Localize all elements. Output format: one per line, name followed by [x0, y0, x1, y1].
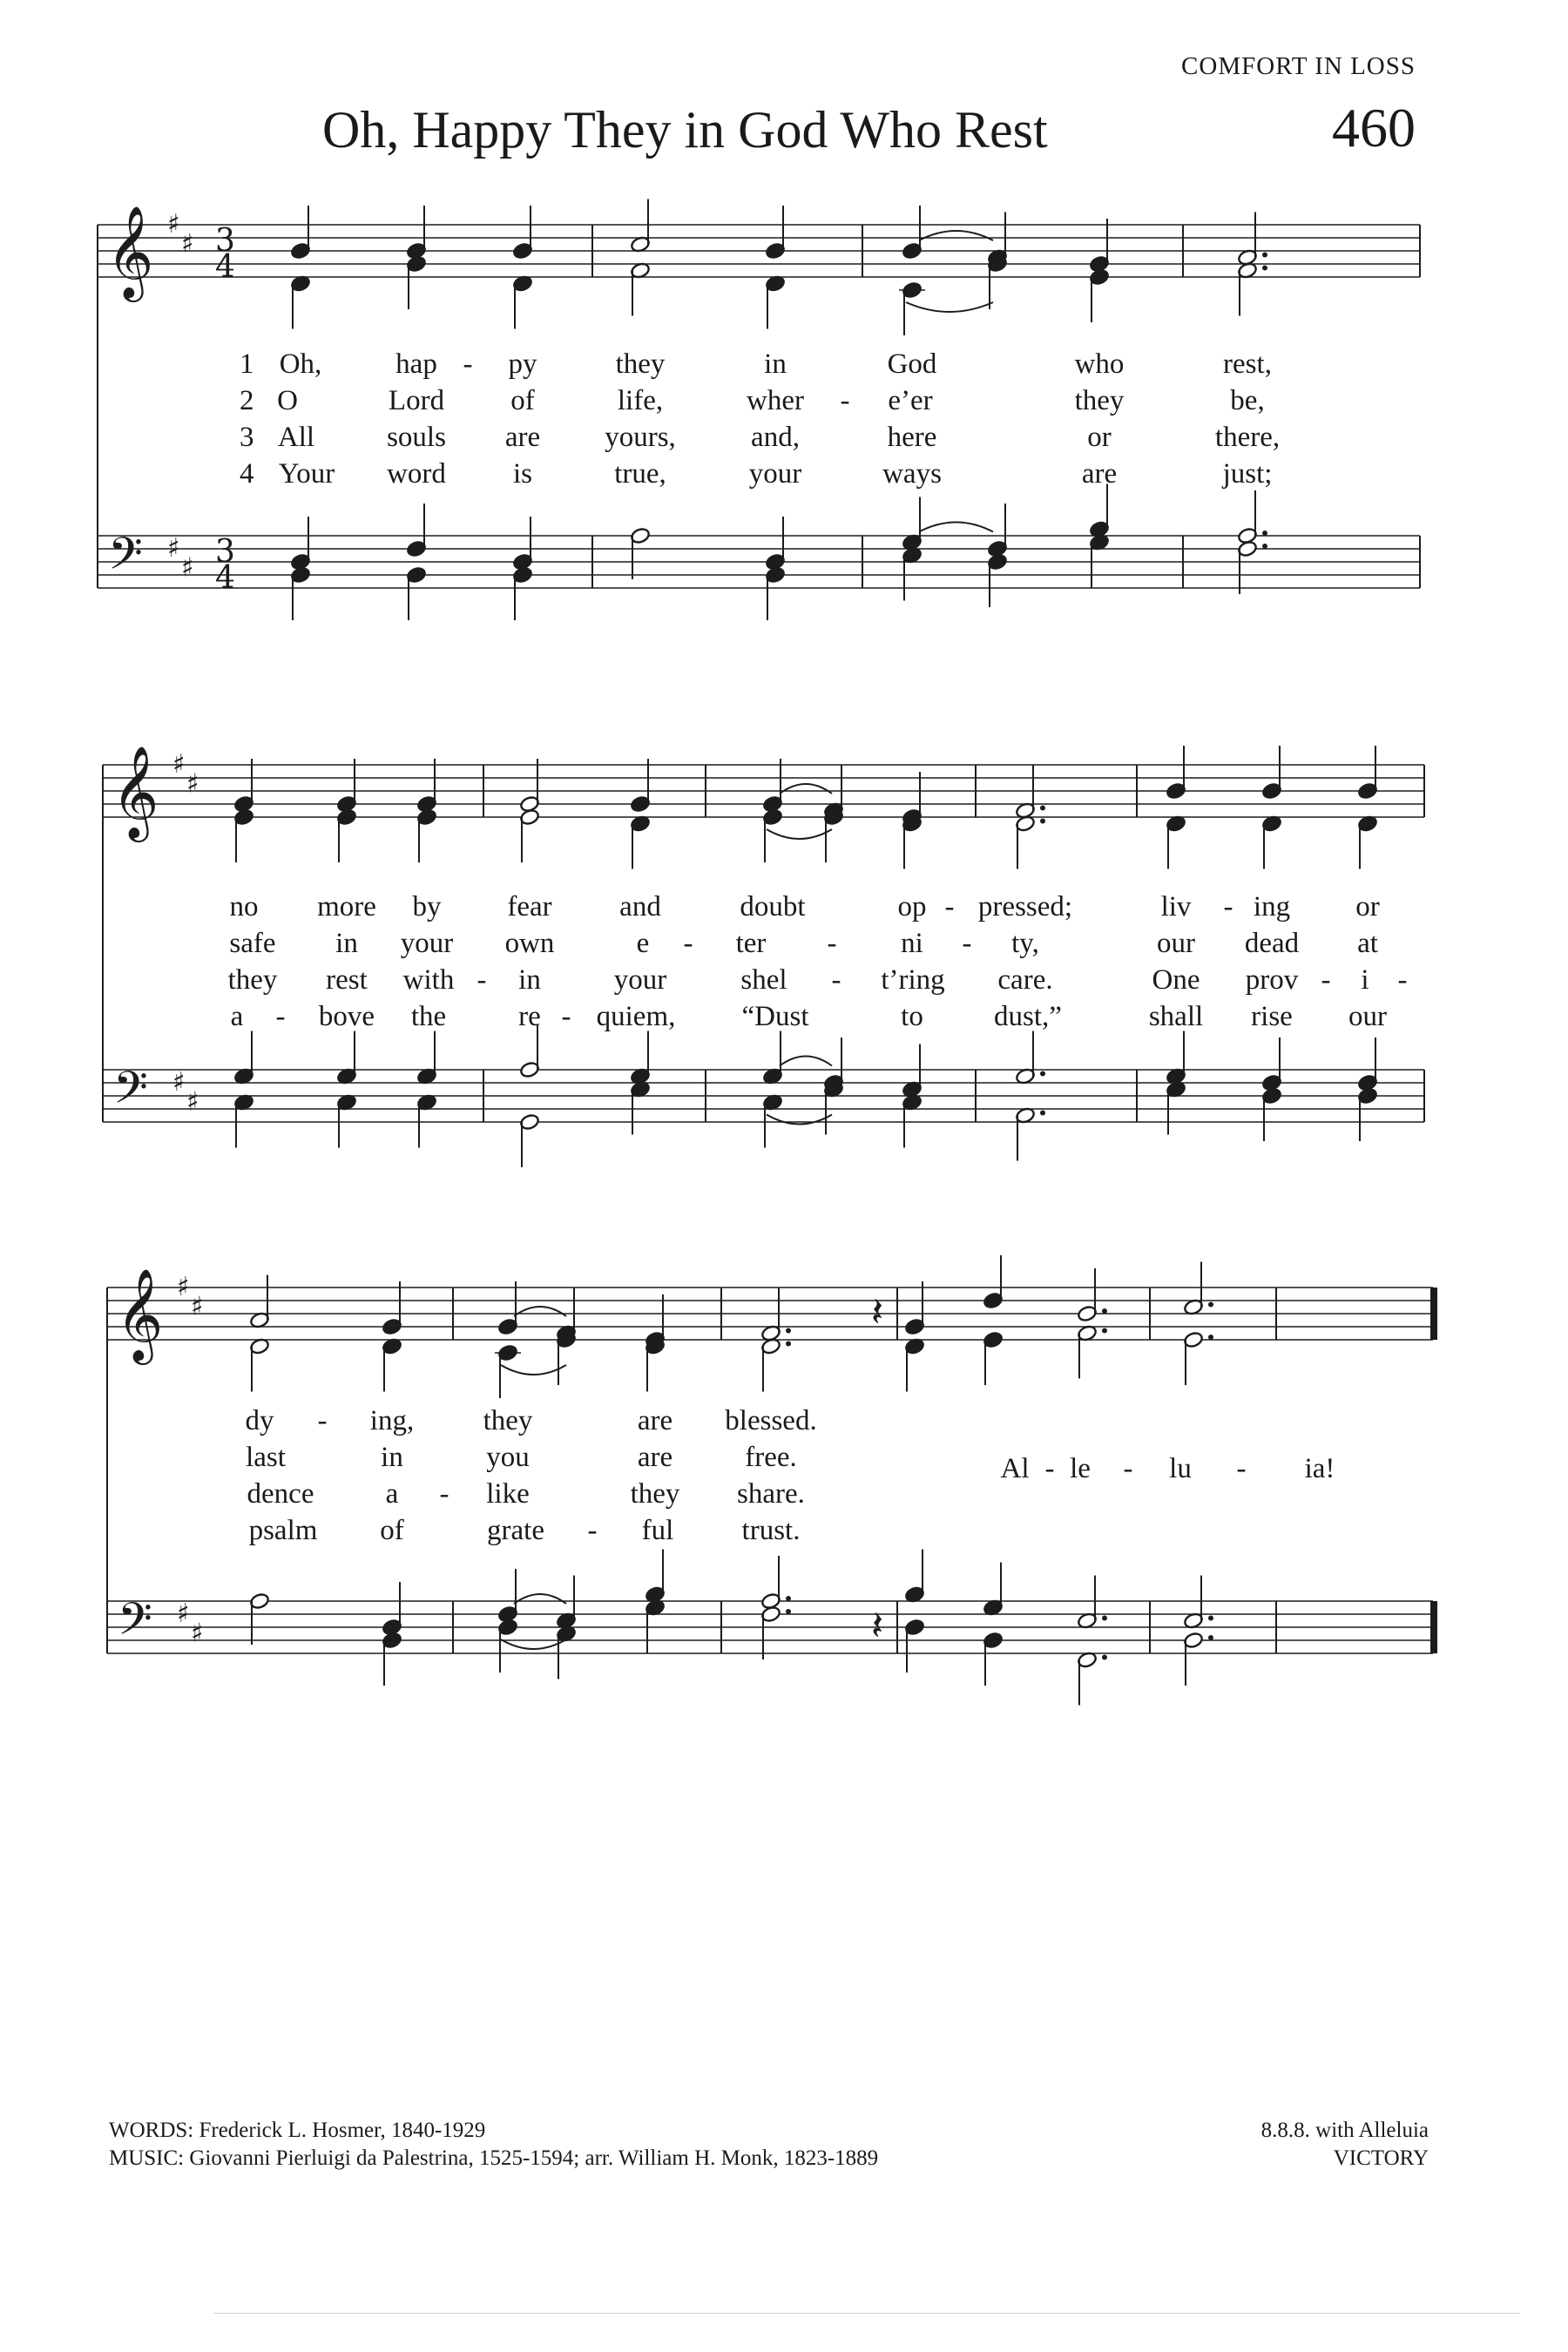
time-signature-numerator: 3 — [215, 223, 235, 259]
lyric-syllable: Oh, — [279, 348, 322, 380]
lyric-syllable: just; — [1222, 458, 1273, 490]
lyric-line-verse-1 — [0, 348, 1568, 383]
augmentation-dot — [1262, 253, 1267, 258]
augmentation-dot — [786, 1609, 791, 1614]
key-signature-sharp: ♯ — [177, 1272, 190, 1302]
augmentation-dot — [786, 1596, 791, 1601]
augmentation-dot — [1040, 819, 1045, 824]
lyric-syllable: py — [508, 348, 537, 380]
lyric-syllable: of — [510, 385, 535, 416]
lyric-syllable: ing — [1253, 891, 1291, 923]
lyric-hyphen: - — [275, 1001, 286, 1032]
lyric-hyphen: - — [831, 964, 841, 996]
bass-clef: 𝄢 — [113, 1061, 148, 1125]
lyric-syllable: share. — [737, 1478, 805, 1510]
lyric-syllable: i — [1361, 964, 1369, 996]
augmentation-dot — [1040, 1071, 1045, 1077]
lyric-syllable: true, — [614, 458, 666, 490]
lyric-syllable: dead — [1244, 928, 1300, 959]
lyric-syllable: Al — [1000, 1453, 1030, 1484]
treble-clef: 𝄞 — [112, 745, 159, 838]
lyric-syllable: rest, — [1223, 348, 1272, 380]
key-signature-sharp: ♯ — [167, 209, 180, 240]
lyric-syllable: or — [1087, 422, 1112, 453]
lyric-syllable: One — [1152, 964, 1200, 996]
lyric-syllable: a — [230, 1001, 244, 1032]
lyric-hyphen: - — [463, 348, 473, 380]
lyric-syllable: e — [636, 928, 650, 959]
lyric-syllable: in — [335, 928, 358, 959]
lyric-hyphen: - — [683, 928, 693, 959]
final-bar-line — [1430, 1601, 1437, 1653]
lyric-syllable: they — [1074, 385, 1125, 416]
lyric-syllable: life, — [617, 385, 664, 416]
lyric-syllable: and, — [751, 422, 800, 453]
lyric-hyphen: - — [962, 928, 972, 959]
hymn-number: 460 — [1332, 97, 1416, 159]
lyric-syllable: with — [402, 964, 455, 996]
lyric-syllable: ni — [901, 928, 923, 959]
lyric-hyphen: - — [561, 1001, 571, 1032]
augmentation-dot — [786, 1342, 791, 1347]
footer-rule — [213, 2313, 1520, 2314]
lyric-syllable: Your — [278, 458, 335, 490]
lyric-syllable: they — [227, 964, 278, 996]
time-signature-denominator: 4 — [215, 249, 235, 285]
augmentation-dot — [1040, 806, 1045, 811]
lyric-syllable: or — [1355, 891, 1380, 923]
lyric-syllable: a — [385, 1478, 399, 1510]
lyric-syllable: are — [637, 1405, 673, 1436]
tie-slur — [919, 231, 993, 240]
alleluia-refrain — [0, 1453, 1568, 1488]
key-signature-sharp: ♯ — [172, 749, 186, 780]
lyric-syllable: is — [512, 458, 533, 490]
lyric-hyphen: - — [317, 1405, 328, 1436]
lyric-hyphen: - — [1397, 964, 1408, 996]
lyric-hyphen: - — [1044, 1453, 1055, 1484]
lyric-syllable: dust,” — [994, 1001, 1062, 1032]
lyric-syllable: hap — [395, 348, 437, 380]
tie-slur — [767, 829, 832, 839]
treble-clef: 𝄞 — [106, 205, 154, 298]
lyric-line-verse-3 — [0, 964, 1568, 999]
lyric-hyphen: - — [1236, 1453, 1247, 1484]
lyric-syllable: here — [887, 422, 937, 453]
lyric-syllable: liv — [1160, 891, 1192, 923]
lyric-syllable: are — [504, 422, 541, 453]
augmentation-dot — [1102, 1328, 1107, 1334]
time-signature-numerator: 3 — [215, 534, 235, 570]
lyric-syllable: free. — [745, 1442, 797, 1473]
lyric-syllable: ful — [641, 1515, 674, 1546]
lyric-hyphen: - — [827, 928, 837, 959]
lyric-syllable: in — [381, 1442, 403, 1473]
lyric-syllable: rise — [1251, 1001, 1293, 1032]
key-signature-sharp: ♯ — [167, 533, 180, 564]
key-signature-sharp: ♯ — [177, 1598, 190, 1629]
meter: 8.8.8. with Alleluia — [1260, 2119, 1429, 2142]
lyric-hyphen: - — [476, 964, 487, 996]
lyric-syllable: your — [400, 928, 454, 959]
augmentation-dot — [1208, 1616, 1213, 1621]
lyric-syllable: shel — [740, 964, 787, 996]
augmentation-dot — [786, 1328, 791, 1334]
tune-info — [1106, 2117, 1429, 2173]
lyric-syllable: in — [764, 348, 787, 380]
lyric-hyphen: - — [587, 1515, 598, 1546]
lyric-hyphen: - — [1321, 964, 1331, 996]
treble-clef: 𝄞 — [116, 1267, 164, 1361]
tie-slur — [780, 784, 832, 794]
time-signature-denominator: 4 — [215, 560, 235, 596]
lyric-syllable: re — [518, 1001, 541, 1032]
augmentation-dot — [1040, 1111, 1045, 1116]
augmentation-dot — [1208, 1302, 1213, 1308]
quarter-rest: 𝄽 — [871, 1602, 884, 1649]
verse-number: 4 — [240, 458, 254, 490]
lyric-syllable: care. — [997, 964, 1053, 996]
lyric-syllable: “Dust — [741, 1001, 809, 1032]
music-credit: MUSIC: Giovanni Pierluigi da Palestrina, 1525-1594; arr. William H. Monk, 1823-1889 — [109, 2146, 879, 2170]
lyric-syllable: O — [277, 385, 298, 416]
lyric-syllable: pressed; — [977, 891, 1073, 923]
lyric-syllable: are — [637, 1442, 673, 1473]
key-signature-sharp: ♯ — [172, 1067, 186, 1098]
verse-number: 3 — [240, 422, 254, 453]
lyric-syllable: wher — [747, 385, 804, 416]
augmentation-dot — [1262, 544, 1267, 549]
lyric-syllable: op — [897, 891, 927, 923]
lyric-hyphen: - — [840, 385, 850, 416]
lyric-line-verse-1 — [0, 891, 1568, 926]
lyric-line-verse-2 — [0, 928, 1568, 963]
lyric-syllable: rest — [326, 964, 368, 996]
lyric-syllable: last — [246, 1442, 286, 1473]
lyric-syllable: of — [380, 1515, 404, 1546]
augmentation-dot — [1208, 1335, 1213, 1340]
key-signature-sharp: ♯ — [181, 552, 194, 584]
lyric-syllable: to — [901, 1001, 923, 1032]
hymn-title: Oh, Happy They in God Who Rest — [322, 101, 1048, 159]
lyric-hyphen: - — [1223, 891, 1233, 923]
lyric-syllable: dence — [247, 1478, 314, 1510]
lyric-syllable: own — [504, 928, 555, 959]
lyric-syllable: there, — [1214, 422, 1281, 453]
lyric-line-verse-1 — [0, 1405, 1568, 1440]
final-bar-line — [1430, 1288, 1437, 1340]
tie-slur — [906, 302, 993, 312]
augmentation-dot — [1102, 1308, 1107, 1314]
lyric-syllable: you — [486, 1442, 530, 1473]
lyric-syllable: your — [748, 458, 802, 490]
lyric-syllable: bove — [318, 1001, 375, 1032]
lyric-hyphen: - — [944, 891, 955, 923]
lyric-syllable: like — [486, 1478, 530, 1510]
lyric-syllable: who — [1074, 348, 1125, 380]
lyric-hyphen: - — [439, 1478, 449, 1510]
lyric-syllable: e’er — [888, 385, 933, 416]
lyric-syllable: trust. — [741, 1515, 801, 1546]
lyric-syllable: fear — [507, 891, 552, 923]
lyric-syllable: grate — [487, 1515, 544, 1546]
lyric-syllable: blessed. — [725, 1405, 817, 1436]
hymn-category: COMFORT IN LOSS — [1181, 52, 1416, 80]
lyric-syllable: souls — [387, 422, 446, 453]
lyric-syllable: ia! — [1304, 1453, 1335, 1484]
lyric-syllable: in — [518, 964, 541, 996]
lyric-syllable: le — [1070, 1453, 1091, 1484]
lyric-syllable: more — [317, 891, 376, 923]
tie-slur — [514, 1594, 566, 1604]
augmentation-dot — [1208, 1635, 1213, 1640]
augmentation-dot — [1102, 1655, 1107, 1660]
lyric-syllable: ways — [882, 458, 942, 490]
lyric-syllable: shall — [1148, 1001, 1204, 1032]
key-signature-sharp: ♯ — [191, 1618, 204, 1649]
lyric-syllable: they — [630, 1478, 680, 1510]
bass-clef: 𝄢 — [118, 1592, 152, 1656]
lyric-line-verse-4 — [0, 458, 1568, 493]
lyric-line-verse-4 — [0, 1001, 1568, 1036]
lyric-syllable: be, — [1230, 385, 1265, 416]
tie-slur — [919, 523, 993, 532]
lyric-syllable: our — [1157, 928, 1195, 959]
words-credit: WORDS: Frederick L. Hosmer, 1840-1929 — [109, 2119, 486, 2142]
lyric-syllable: our — [1348, 1001, 1387, 1032]
augmentation-dot — [1262, 266, 1267, 271]
lyric-hyphen: - — [1123, 1453, 1133, 1484]
lyric-line-verse-2 — [0, 385, 1568, 420]
lyric-line-verse-3 — [0, 422, 1568, 456]
lyric-syllable: t’ring — [881, 964, 945, 996]
lyric-syllable: ing, — [369, 1405, 415, 1436]
lyric-syllable: ty, — [1011, 928, 1039, 959]
lyric-syllable: prov — [1245, 964, 1299, 996]
lyric-syllable: your — [613, 964, 667, 996]
lyric-syllable: are — [1081, 458, 1118, 490]
lyric-syllable: and — [619, 891, 661, 923]
lyric-syllable: no — [229, 891, 259, 923]
lyric-syllable: psalm — [248, 1515, 318, 1546]
lyric-syllable: the — [410, 1001, 447, 1032]
lyric-syllable: yours, — [605, 422, 676, 453]
lyric-syllable: they — [615, 348, 666, 380]
augmentation-dot — [1102, 1616, 1107, 1621]
lyric-syllable: word — [387, 458, 446, 490]
tie-slur — [514, 1307, 566, 1316]
verse-number: 1 — [240, 348, 254, 380]
lyric-syllable: by — [412, 891, 442, 923]
lyric-line-verse-4 — [0, 1515, 1568, 1550]
quarter-rest: 𝄽 — [871, 1288, 884, 1335]
bass-clef: 𝄢 — [108, 527, 143, 591]
lyric-syllable: they — [483, 1405, 533, 1436]
lyric-syllable: Lord — [388, 385, 445, 416]
lyric-syllable: lu — [1169, 1453, 1192, 1484]
lyric-syllable: dy — [245, 1405, 274, 1436]
lyric-syllable: doubt — [740, 891, 806, 923]
key-signature-sharp: ♯ — [186, 768, 199, 800]
lyric-syllable: God — [887, 348, 937, 380]
augmentation-dot — [1262, 531, 1267, 536]
lyric-syllable: All — [277, 422, 315, 453]
verse-number: 2 — [240, 385, 254, 416]
key-signature-sharp: ♯ — [181, 228, 194, 260]
key-signature-sharp: ♯ — [186, 1086, 199, 1118]
tie-slur — [780, 1057, 832, 1066]
key-signature-sharp: ♯ — [191, 1291, 204, 1322]
tie-slur — [767, 1115, 832, 1125]
tie-slur — [501, 1365, 566, 1375]
lyric-syllable: safe — [229, 928, 276, 959]
lyric-syllable: at — [1357, 928, 1378, 959]
lyric-syllable: ter — [735, 928, 767, 959]
lyric-syllable: quiem, — [596, 1001, 676, 1032]
hymn-credits — [109, 2117, 878, 2173]
tune-name: VICTORY — [1333, 2146, 1429, 2170]
